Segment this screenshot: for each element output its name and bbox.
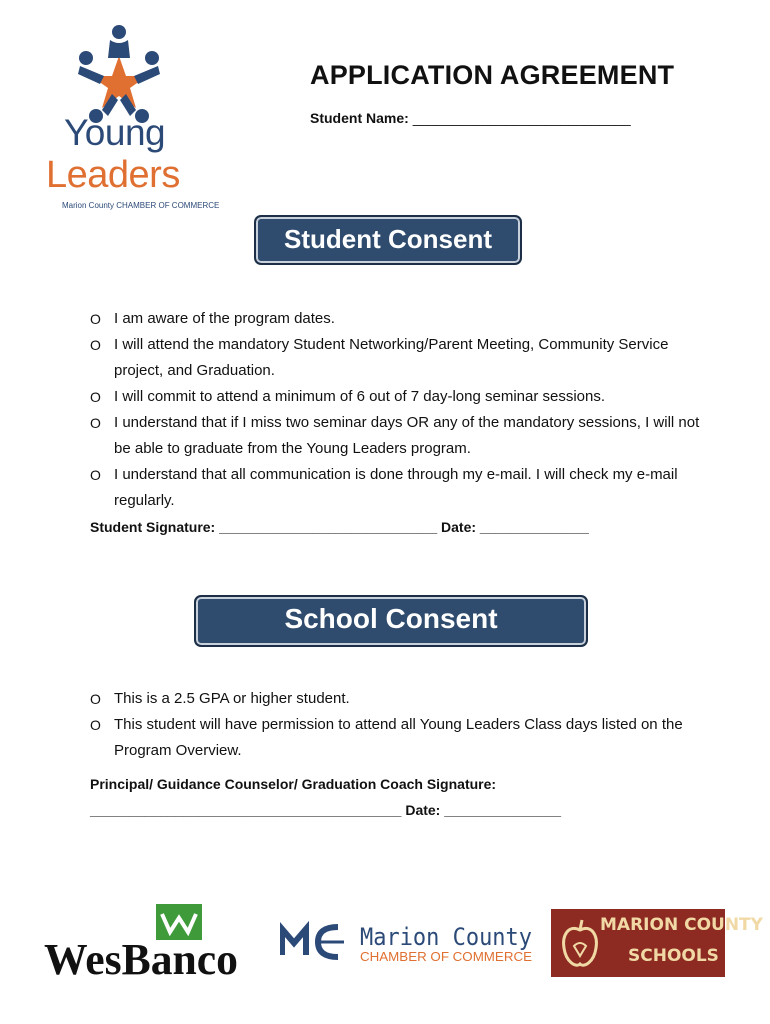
schools-line2-text: SCHOOLS — [628, 946, 719, 966]
circle-bullet-icon: O — [90, 389, 101, 405]
wesbanco-text: WesBanco — [44, 935, 238, 982]
student-consent-list — [90, 306, 700, 514]
chamber-sub-text: CHAMBER OF COMMERCE — [360, 949, 533, 964]
list-item: O I will commit to attend a minimum of 6 out of 7 day-long seminar sessions. — [90, 384, 700, 410]
circle-bullet-icon: O — [90, 311, 101, 327]
wesbanco-logo-icon — [44, 902, 244, 982]
page-title: APPLICATION AGREEMENT — [310, 60, 675, 90]
student-consent-heading: Student Consent — [254, 215, 522, 265]
list-item: O I understand that if I miss two seminar days OR any of the mandatory sessions, I will not be able to graduate from the Young Leaders program. — [90, 410, 700, 462]
student-name-field[interactable] — [310, 110, 631, 126]
logo-young-text: Young — [64, 112, 166, 153]
circle-bullet-icon: O — [90, 467, 101, 483]
chamber-of-commerce-logo-icon — [280, 915, 540, 970]
school-consent-list — [90, 686, 700, 764]
school-signature-label: Principal/ Guidance Counselor/ Graduation Coach Signature: — [90, 776, 497, 792]
school-consent-heading: School Consent — [194, 595, 588, 647]
circle-bullet-icon: O — [90, 717, 101, 733]
apple-icon — [560, 918, 600, 970]
circle-bullet-icon: O — [90, 415, 101, 431]
student-name-label: Student Name: — [310, 110, 409, 126]
list-item: O I am aware of the program dates. — [90, 306, 700, 332]
student-name-blank: ____________________________ — [412, 110, 631, 126]
list-item: O This is a 2.5 GPA or higher student. — [90, 686, 700, 712]
list-item: O This student will have permission to attend all Young Leaders Class days listed on the Program Overview. — [90, 712, 700, 764]
student-signature-line[interactable]: Student Signature: ____________________________ Date: ______________ — [90, 519, 589, 535]
school-signature-line[interactable]: ________________________________________ Date: _______________ — [90, 802, 562, 818]
list-item: O I will attend the mandatory Student Networking/Parent Meeting, Community Service project, and Graduation. — [90, 332, 700, 384]
circle-bullet-icon: O — [90, 337, 101, 353]
logo-chamber-text: Marion County CHAMBER OF COMMERCE — [62, 201, 220, 210]
circle-bullet-icon: O — [90, 691, 101, 707]
chamber-name-text: Marion County — [360, 923, 532, 951]
list-item: O I understand that all communication is done through my e-mail. I will check my e-mail regularly. — [90, 462, 700, 514]
schools-line1-text: MARION COUNTY — [600, 915, 763, 935]
logo-leaders-text: Leaders — [46, 154, 180, 196]
